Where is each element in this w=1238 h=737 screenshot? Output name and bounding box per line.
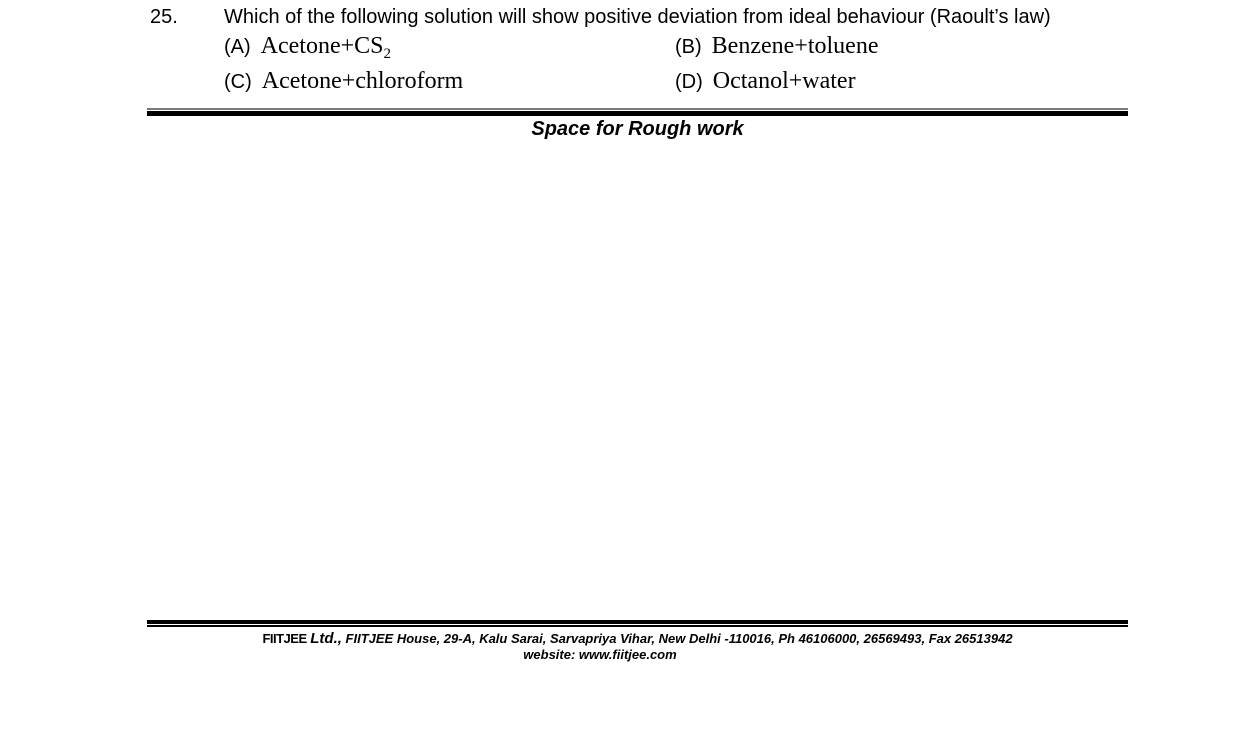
option-c xyxy=(224,68,463,95)
option-d xyxy=(675,68,856,95)
footer-divider xyxy=(147,620,1128,627)
footer-brand-ltd: Ltd., xyxy=(310,630,342,647)
option-a-subscript: 2 xyxy=(383,46,392,62)
option-a-text: $Acetone+CS_2$ xyxy=(260,33,392,62)
option-b-text: Benzene+toluene xyxy=(711,33,879,59)
section-divider-top xyxy=(147,108,1128,116)
footer-address: FIITJEE House, 29-A, Kalu Sarai, Sarvapriya Vihar, New Delhi -110016, Ph 46106000, 26569493, Fax 26513942 xyxy=(345,631,1013,646)
footer-brand: FIITJEE xyxy=(262,631,307,646)
option-a xyxy=(224,33,391,60)
option-d-text: Octanol+water xyxy=(712,68,856,94)
question-text: Which of the following solution will show positive deviation from ideal behaviour (Raoult’s law) xyxy=(224,6,1051,28)
rough-work-title: Space for Rough work xyxy=(531,118,744,140)
option-d-label: (D) xyxy=(675,71,703,93)
option-a-label: (A) xyxy=(224,36,251,58)
option-c-label: (C) xyxy=(224,71,252,93)
footer-address-line xyxy=(147,630,1128,647)
option-b-label: (B) xyxy=(675,36,702,58)
option-c-text: Acetone+chloroform xyxy=(261,68,464,94)
option-b xyxy=(675,33,878,60)
question-number: 25. xyxy=(150,6,178,28)
footer-website: website: www.fiitjee.com xyxy=(523,647,677,662)
